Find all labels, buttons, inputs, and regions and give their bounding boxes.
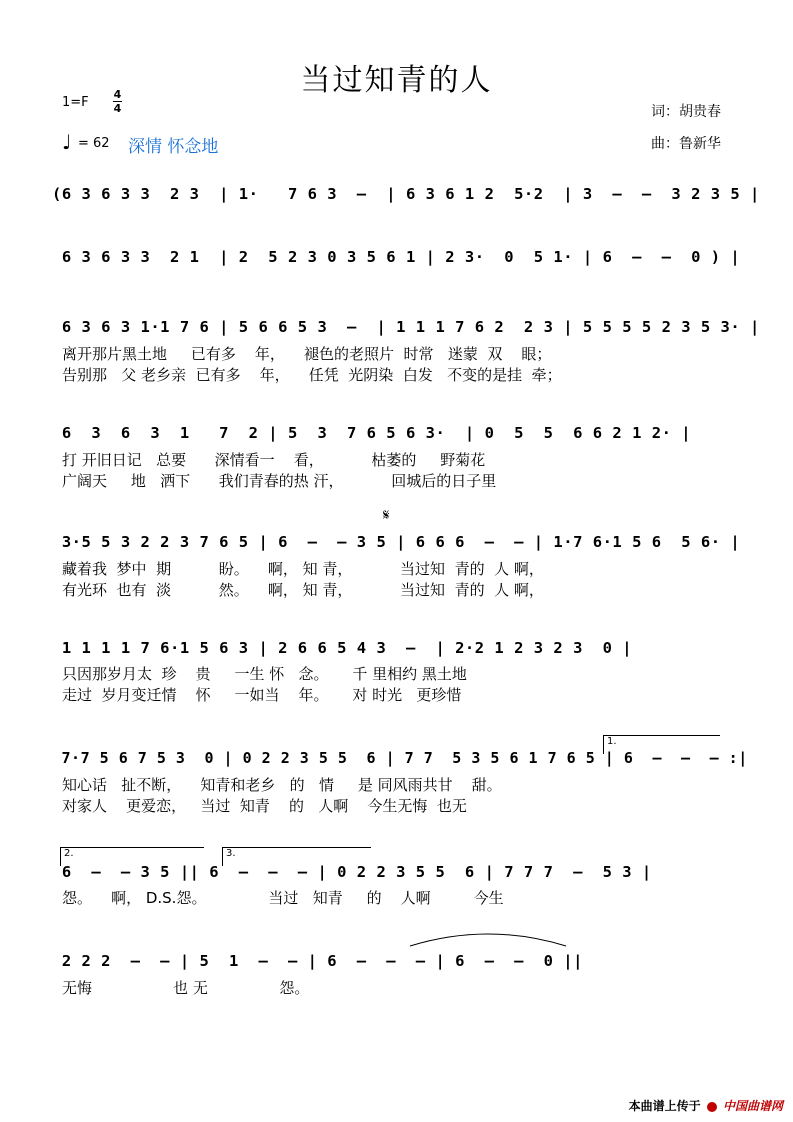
tempo-value: = 62	[78, 136, 110, 151]
lyric-line-3b: 告别那 父 老乡亲 已有多 年， 任凭 光阴染 白发 不变的是挂 牵；	[62, 366, 562, 384]
song-title: 当过知青的人	[300, 63, 493, 98]
score-line-1	[0, 179, 793, 209]
notes-line-7: 7·7 5 6 7 5 3 0 | 0 2 2 3 5 5 6 | 7 7 5 3 5 6 1 7 6 5 | 6 – – – :|	[52, 749, 748, 767]
key-signature: 1=F	[62, 95, 89, 110]
notes-line-9: 2 2 2 – – | 5 1 – – | 6 – – – | 6 – – 0 ||	[52, 952, 583, 970]
score-line-2	[0, 242, 793, 272]
lyric-line-7a: 知心话 扯不断， 知青和老乡 的 情 是 同风雨共甘 甜。	[62, 776, 502, 794]
time-signature	[113, 89, 122, 114]
lyric-line-4b: 广阔天 地 洒下 我们青春的热 汗， 回城后的日子里	[62, 472, 497, 490]
notes-line-8: 6 – – 3 5 || 6 – – – | 0 2 2 3 5 5 6 | 7 7 7 – 5 3 |	[52, 863, 652, 881]
site-logo-icon	[707, 1102, 717, 1112]
notes-line-2: 6 3 6 3 3 2 1 | 2 5 2 3 0 3 5 6 1 | 2 3· 0 5 1· | 6 – – 0 ) |	[52, 248, 741, 266]
notes-line-3: 6 3 6 3 1·1 7 6 | 5 6 6 5 3 – | 1 1 1 7 6 2 2 3 | 5 5 5 5 2 3 5 3· |	[52, 318, 760, 336]
lyric-line-7b: 对家人 更爱恋， 当过 知青 的 人啊 今生无悔 也无	[62, 797, 467, 815]
composer: 曲：鲁新华	[651, 136, 721, 152]
tempo-note-icon: ♩	[62, 130, 72, 154]
segno-icon: 𝄋	[383, 506, 390, 524]
volta-1: 1.	[603, 735, 720, 754]
footer-text: 本曲谱上传于	[628, 1099, 701, 1113]
expression-marking: 深情 怀念地	[128, 137, 219, 157]
score-line-7	[0, 743, 793, 773]
score-line-3	[0, 312, 793, 342]
lyricist: 词：胡贵春	[651, 104, 721, 120]
score-line-8	[0, 857, 793, 887]
lyric-line-6b: 走过 岁月变迁情 怀 一如当 年。 对 时光 更珍惜	[62, 686, 462, 704]
notes-line-4: 6 3 6 3 1 7 2 | 5 3 7 6 5 6 3· | 0 5 5 6 6 2 1 2· |	[52, 424, 692, 442]
volta-3: 3.	[222, 847, 371, 866]
notes-line-6: 1 1 1 1 7 6·1 5 6 3 | 2 6 6 5 4 3 – | 2·2 1 2 3 2 3 0 |	[52, 639, 633, 657]
footer-logo-text[interactable]: 中国曲谱网	[722, 1099, 783, 1113]
tie-arc	[408, 928, 568, 948]
lyric-line-6a: 只因那岁月太 珍 贵 一生 怀 念。 千 里相约 黑土地	[62, 665, 467, 683]
notes-line-1: (6 3 6 3 3 2 3 | 1· 7 6 3 – | 6 3 6 1 2 5·2 | 3 – – 3 2 3 5 |	[52, 185, 760, 203]
lyric-line-9: 无悔 也 无 怨。	[62, 979, 310, 997]
notes-line-5: 3·5 5 3 2 2 3 7 6 5 | 6 – – 3 5 | 6 6 6 – – | 1·7 6·1 5 6 5 6· |	[52, 533, 741, 551]
lyric-line-4a: 打 开旧日记 总要 深情看一 看， 枯萎的 野菊花	[62, 451, 486, 469]
time-sig-bottom: 4	[113, 102, 122, 115]
lyric-line-8: 怨。 啊， D.S.怨。 当过 知青 的 人啊 今生	[62, 889, 504, 907]
score-line-9	[0, 946, 793, 976]
lyric-line-5a: 藏着我 梦中 期 盼。 啊， 知 青， 当过知 青的 人 啊，	[62, 560, 544, 578]
score-line-4	[0, 418, 793, 448]
volta-2: 2.	[60, 847, 204, 866]
score-line-5	[0, 527, 793, 557]
lyric-line-3a: 离开那片黑土地 已有多 年， 褪色的老照片 时常 迷蒙 双 眼；	[62, 345, 552, 363]
footer	[629, 1097, 783, 1114]
time-sig-top: 4	[113, 88, 122, 101]
lyric-line-5b: 有光环 也有 淡 然。 啊， 知 青， 当过知 青的 人 啊，	[62, 581, 544, 599]
score-line-6	[0, 633, 793, 663]
